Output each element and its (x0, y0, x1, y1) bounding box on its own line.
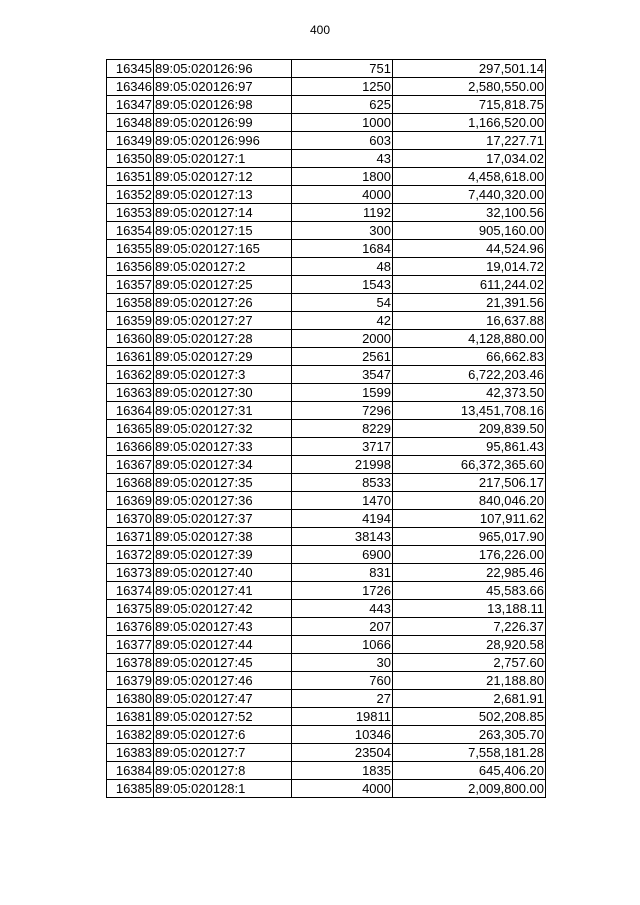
cadastral-number-cell: 89:05:020127:35 (154, 474, 292, 492)
row-number-cell: 16351 (107, 168, 154, 186)
row-number-cell: 16370 (107, 510, 154, 528)
row-number-cell: 16347 (107, 96, 154, 114)
quantity-cell: 23504 (292, 744, 393, 762)
quantity-cell: 751 (292, 60, 393, 78)
cadastral-number-cell: 89:05:020127:8 (154, 762, 292, 780)
table-row (107, 240, 546, 258)
table-row (107, 402, 546, 420)
amount-cell: 45,583.66 (393, 582, 546, 600)
quantity-cell: 1192 (292, 204, 393, 222)
row-number-cell: 16345 (107, 60, 154, 78)
row-number-cell: 16380 (107, 690, 154, 708)
quantity-cell: 6900 (292, 546, 393, 564)
row-number-cell: 16359 (107, 312, 154, 330)
cadastral-number-cell: 89:05:020127:38 (154, 528, 292, 546)
amount-cell: 13,188.11 (393, 600, 546, 618)
amount-cell: 28,920.58 (393, 636, 546, 654)
amount-cell: 2,681.91 (393, 690, 546, 708)
amount-cell: 502,208.85 (393, 708, 546, 726)
table-row (107, 366, 546, 384)
cadastral-number-cell: 89:05:020127:2 (154, 258, 292, 276)
cadastral-number-cell: 89:05:020128:1 (154, 780, 292, 798)
amount-cell: 905,160.00 (393, 222, 546, 240)
row-number-cell: 16371 (107, 528, 154, 546)
table-row (107, 222, 546, 240)
table-row (107, 96, 546, 114)
cadastral-number-cell: 89:05:020127:41 (154, 582, 292, 600)
row-number-cell: 16346 (107, 78, 154, 96)
cadastral-number-cell: 89:05:020126:96 (154, 60, 292, 78)
amount-cell: 2,757.60 (393, 654, 546, 672)
amount-cell: 66,662.83 (393, 348, 546, 366)
amount-cell: 17,034.02 (393, 150, 546, 168)
cadastral-number-cell: 89:05:020127:36 (154, 492, 292, 510)
cadastral-number-cell: 89:05:020126:98 (154, 96, 292, 114)
amount-cell: 17,227.71 (393, 132, 546, 150)
amount-cell: 6,722,203.46 (393, 366, 546, 384)
quantity-cell: 21998 (292, 456, 393, 474)
table-row (107, 438, 546, 456)
table-row (107, 726, 546, 744)
quantity-cell: 3717 (292, 438, 393, 456)
cadastral-number-cell: 89:05:020127:44 (154, 636, 292, 654)
table-row (107, 708, 546, 726)
page-number: 400 (309, 23, 331, 37)
amount-cell: 715,818.75 (393, 96, 546, 114)
cadastral-number-cell: 89:05:020127:37 (154, 510, 292, 528)
table-row (107, 474, 546, 492)
row-number-cell: 16356 (107, 258, 154, 276)
quantity-cell: 3547 (292, 366, 393, 384)
quantity-cell: 831 (292, 564, 393, 582)
amount-cell: 22,985.46 (393, 564, 546, 582)
amount-cell: 16,637.88 (393, 312, 546, 330)
cadastral-number-cell: 89:05:020127:30 (154, 384, 292, 402)
amount-cell: 21,188.80 (393, 672, 546, 690)
amount-cell: 1,166,520.00 (393, 114, 546, 132)
table-row (107, 60, 546, 78)
cadastral-number-cell: 89:05:020126:97 (154, 78, 292, 96)
row-number-cell: 16357 (107, 276, 154, 294)
table-row (107, 420, 546, 438)
table-row (107, 654, 546, 672)
row-number-cell: 16374 (107, 582, 154, 600)
quantity-cell: 207 (292, 618, 393, 636)
table-row (107, 582, 546, 600)
row-number-cell: 16372 (107, 546, 154, 564)
amount-cell: 965,017.90 (393, 528, 546, 546)
row-number-cell: 16381 (107, 708, 154, 726)
row-number-cell: 16376 (107, 618, 154, 636)
quantity-cell: 300 (292, 222, 393, 240)
quantity-cell: 43 (292, 150, 393, 168)
row-number-cell: 16385 (107, 780, 154, 798)
quantity-cell: 4194 (292, 510, 393, 528)
cadastral-number-cell: 89:05:020127:34 (154, 456, 292, 474)
table-row (107, 564, 546, 582)
table-row (107, 780, 546, 798)
cadastral-number-cell: 89:05:020126:996 (154, 132, 292, 150)
cadastral-number-cell: 89:05:020127:29 (154, 348, 292, 366)
amount-cell: 7,440,320.00 (393, 186, 546, 204)
cadastral-number-cell: 89:05:020127:25 (154, 276, 292, 294)
cadastral-number-cell: 89:05:020127:13 (154, 186, 292, 204)
table-row (107, 492, 546, 510)
table-row (107, 312, 546, 330)
table-row (107, 636, 546, 654)
amount-cell: 4,458,618.00 (393, 168, 546, 186)
table-row (107, 672, 546, 690)
row-number-cell: 16352 (107, 186, 154, 204)
table-row (107, 114, 546, 132)
cadastral-number-cell: 89:05:020127:3 (154, 366, 292, 384)
cadastral-number-cell: 89:05:020127:47 (154, 690, 292, 708)
amount-cell: 7,226.37 (393, 618, 546, 636)
quantity-cell: 4000 (292, 780, 393, 798)
row-number-cell: 16377 (107, 636, 154, 654)
amount-cell: 44,524.96 (393, 240, 546, 258)
quantity-cell: 1470 (292, 492, 393, 510)
amount-cell: 645,406.20 (393, 762, 546, 780)
amount-cell: 297,501.14 (393, 60, 546, 78)
amount-cell: 66,372,365.60 (393, 456, 546, 474)
amount-cell: 209,839.50 (393, 420, 546, 438)
cadastral-number-cell: 89:05:020127:26 (154, 294, 292, 312)
row-number-cell: 16350 (107, 150, 154, 168)
table-row (107, 762, 546, 780)
cadastral-number-cell: 89:05:020127:28 (154, 330, 292, 348)
row-number-cell: 16349 (107, 132, 154, 150)
quantity-cell: 1800 (292, 168, 393, 186)
row-number-cell: 16362 (107, 366, 154, 384)
quantity-cell: 1250 (292, 78, 393, 96)
amount-cell: 263,305.70 (393, 726, 546, 744)
table-row (107, 186, 546, 204)
row-number-cell: 16366 (107, 438, 154, 456)
cadastral-number-cell: 89:05:020127:42 (154, 600, 292, 618)
amount-cell: 7,558,181.28 (393, 744, 546, 762)
quantity-cell: 4000 (292, 186, 393, 204)
cadastral-number-cell: 89:05:020127:7 (154, 744, 292, 762)
quantity-cell: 8229 (292, 420, 393, 438)
table-row (107, 690, 546, 708)
cadastral-number-cell: 89:05:020127:52 (154, 708, 292, 726)
quantity-cell: 1543 (292, 276, 393, 294)
table-row (107, 132, 546, 150)
quantity-cell: 443 (292, 600, 393, 618)
table-row (107, 276, 546, 294)
cadastral-number-cell: 89:05:020127:1 (154, 150, 292, 168)
quantity-cell: 48 (292, 258, 393, 276)
amount-cell: 2,009,800.00 (393, 780, 546, 798)
cadastral-number-cell: 89:05:020127:32 (154, 420, 292, 438)
table-row (107, 510, 546, 528)
quantity-cell: 760 (292, 672, 393, 690)
table-row (107, 204, 546, 222)
quantity-cell: 1726 (292, 582, 393, 600)
quantity-cell: 42 (292, 312, 393, 330)
quantity-cell: 603 (292, 132, 393, 150)
amount-cell: 95,861.43 (393, 438, 546, 456)
row-number-cell: 16361 (107, 348, 154, 366)
quantity-cell: 1835 (292, 762, 393, 780)
table-row (107, 456, 546, 474)
cadastral-number-cell: 89:05:020127:27 (154, 312, 292, 330)
amount-cell: 217,506.17 (393, 474, 546, 492)
row-number-cell: 16384 (107, 762, 154, 780)
table-row (107, 384, 546, 402)
row-number-cell: 16364 (107, 402, 154, 420)
table-row (107, 168, 546, 186)
table-row (107, 294, 546, 312)
table-row (107, 600, 546, 618)
row-number-cell: 16379 (107, 672, 154, 690)
table-row (107, 258, 546, 276)
row-number-cell: 16365 (107, 420, 154, 438)
quantity-cell: 7296 (292, 402, 393, 420)
quantity-cell: 19811 (292, 708, 393, 726)
cadastral-number-cell: 89:05:020127:40 (154, 564, 292, 582)
cadastral-number-cell: 89:05:020127:6 (154, 726, 292, 744)
row-number-cell: 16369 (107, 492, 154, 510)
row-number-cell: 16354 (107, 222, 154, 240)
amount-cell: 176,226.00 (393, 546, 546, 564)
table-row (107, 618, 546, 636)
amount-cell: 42,373.50 (393, 384, 546, 402)
quantity-cell: 30 (292, 654, 393, 672)
row-number-cell: 16382 (107, 726, 154, 744)
row-number-cell: 16360 (107, 330, 154, 348)
amount-cell: 21,391.56 (393, 294, 546, 312)
cadastral-number-cell: 89:05:020127:43 (154, 618, 292, 636)
amount-cell: 13,451,708.16 (393, 402, 546, 420)
cadastral-number-cell: 89:05:020127:14 (154, 204, 292, 222)
table-row (107, 546, 546, 564)
row-number-cell: 16367 (107, 456, 154, 474)
table-row (107, 330, 546, 348)
data-table (106, 59, 546, 798)
quantity-cell: 1599 (292, 384, 393, 402)
row-number-cell: 16378 (107, 654, 154, 672)
amount-cell: 32,100.56 (393, 204, 546, 222)
cadastral-number-cell: 89:05:020127:45 (154, 654, 292, 672)
quantity-cell: 1684 (292, 240, 393, 258)
cadastral-number-cell: 89:05:020127:46 (154, 672, 292, 690)
row-number-cell: 16358 (107, 294, 154, 312)
table-row (107, 348, 546, 366)
row-number-cell: 16368 (107, 474, 154, 492)
quantity-cell: 27 (292, 690, 393, 708)
cadastral-number-cell: 89:05:020127:31 (154, 402, 292, 420)
quantity-cell: 625 (292, 96, 393, 114)
quantity-cell: 38143 (292, 528, 393, 546)
quantity-cell: 1000 (292, 114, 393, 132)
table-row (107, 744, 546, 762)
table-row (107, 78, 546, 96)
table-row (107, 150, 546, 168)
row-number-cell: 16353 (107, 204, 154, 222)
amount-cell: 840,046.20 (393, 492, 546, 510)
amount-cell: 611,244.02 (393, 276, 546, 294)
quantity-cell: 2561 (292, 348, 393, 366)
amount-cell: 19,014.72 (393, 258, 546, 276)
row-number-cell: 16348 (107, 114, 154, 132)
quantity-cell: 2000 (292, 330, 393, 348)
table-body (107, 60, 546, 798)
amount-cell: 2,580,550.00 (393, 78, 546, 96)
amount-cell: 107,911.62 (393, 510, 546, 528)
row-number-cell: 16383 (107, 744, 154, 762)
cadastral-number-cell: 89:05:020127:33 (154, 438, 292, 456)
row-number-cell: 16375 (107, 600, 154, 618)
table-row (107, 528, 546, 546)
cadastral-number-cell: 89:05:020127:165 (154, 240, 292, 258)
row-number-cell: 16363 (107, 384, 154, 402)
amount-cell: 4,128,880.00 (393, 330, 546, 348)
row-number-cell: 16373 (107, 564, 154, 582)
row-number-cell: 16355 (107, 240, 154, 258)
quantity-cell: 54 (292, 294, 393, 312)
cadastral-number-cell: 89:05:020127:15 (154, 222, 292, 240)
cadastral-number-cell: 89:05:020126:99 (154, 114, 292, 132)
cadastral-number-cell: 89:05:020127:12 (154, 168, 292, 186)
quantity-cell: 1066 (292, 636, 393, 654)
quantity-cell: 8533 (292, 474, 393, 492)
quantity-cell: 10346 (292, 726, 393, 744)
cadastral-number-cell: 89:05:020127:39 (154, 546, 292, 564)
